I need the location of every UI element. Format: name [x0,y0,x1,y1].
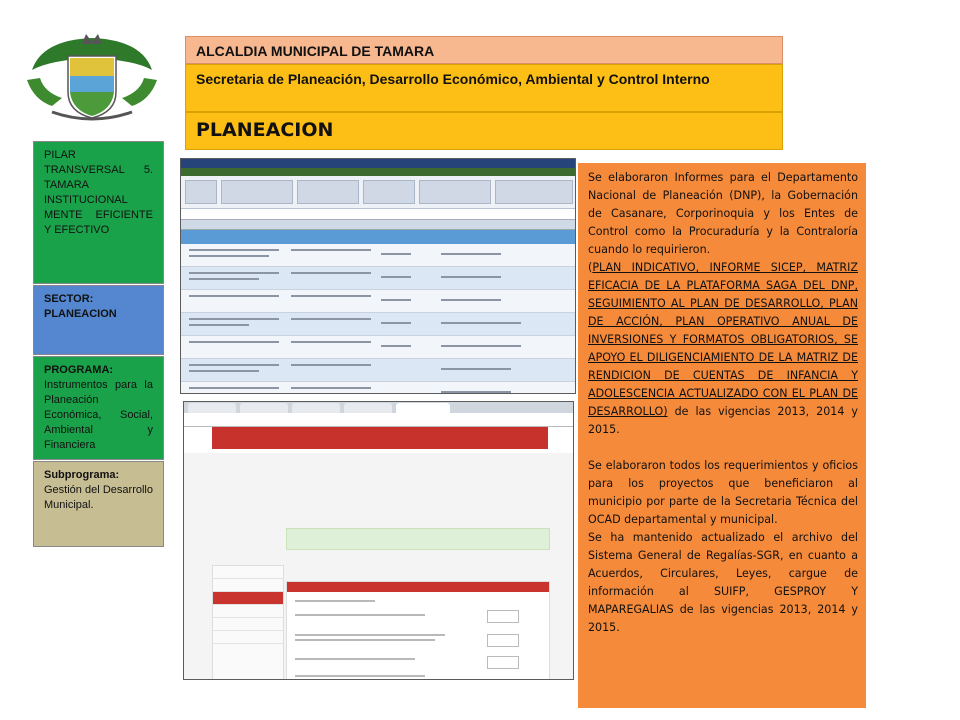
excel-ribbon-tabs [181,168,575,176]
web-sidebar [212,565,284,680]
excel-row [181,267,575,290]
excel-row [181,382,575,394]
excel-row [181,244,575,267]
underlined-list: PLAN INDICATIVO, INFORME SICEP, MATRIZ EFICACIA DE LA PLATAFORMA SAGA DEL DNP, SEGUIMIENTO AL PLAN DE DESARROLLO, PLAN DE ACCIÓN, PLAN OPERATIVO ANUAL DE INVERSIONES Y FORMATOS OBLIGATORIOS, SE APOYO EL DILIGENCIAMIENTO DE LA MATRIZ DE RENDICION DE CUENTAS DE INFANCIA Y ADOLESCENCIA ACTUALIZADO CON EL PLAN DE DESARROLLO) [588,261,858,418]
paragraph-informes: Se elaboraron Informes para el Departamento Nacional de Planeación (DNP), la Gobernación de Casanare, Corporinoquia y los Entes de Control como la Procuraduría y la Contraloría cuando lo requirieron. [588,171,858,256]
programa-label: PROGRAMA: [44,364,114,376]
paragraph-ocad: Se elaboraron todos los requerimientos y oficios para los proyectos que beneficiaron al municipio por parte de la Secretaria Técnica del OCAD departamental y municipal. [588,459,858,526]
excel-formula-bar [181,209,575,220]
excel-ribbon [181,176,575,209]
excel-screenshot [180,158,576,394]
description-panel [578,163,866,708]
header-organization: ALCALDIA MUNICIPAL DE TAMARA [185,36,783,64]
excel-table-header [181,230,575,244]
excel-row [181,313,575,336]
programa-text: Instrumentos para la Planeación Económica, Social, Ambiental y Financiera [44,379,153,451]
subprograma-label: Subprograma: [44,469,120,481]
paragraph-detalle [588,259,858,439]
web-body [184,453,573,680]
excel-row [181,359,575,382]
pilar-box: PILAR TRANSVERSAL 5. TAMARA INSTITUCIONAL MENTE EFICIENTE Y EFECTIVO [33,141,164,284]
web-success-alert [286,528,550,550]
vigencias-text: de las vigencias 2013, 2014 y 2015. [588,405,858,436]
excel-row [181,336,575,359]
web-header [184,427,573,453]
municipal-logo [22,30,162,126]
excel-titlebar [181,159,575,168]
sector-box: SECTOR: PLANEACION [33,285,164,355]
excel-column-headers [181,220,575,230]
browser-tabs [184,402,573,413]
paragraph-sgr: Se ha mantenido actualizado el archivo del Sistema General de Regalías-SGR, en cuanto a Acuerdos, Circulares, Leyes, cargue de información al SUIFP, GESPROY Y MAPAREGALIAS de las vigencias 2013, 2014 y 2015. [588,531,858,634]
subprograma-box [33,461,164,547]
header-area-title: PLANEACION [185,112,783,150]
web-screenshot [183,401,574,680]
excel-row [181,290,575,313]
web-form-card [286,581,550,680]
programa-box [33,356,164,460]
paren-open: ( [588,261,593,274]
subprograma-text: Gestión del Desarrollo Municipal. [44,484,153,511]
browser-address-bar [184,413,573,427]
header-secretaria: Secretaria de Planeación, Desarrollo Económico, Ambiental y Control Interno [185,64,783,112]
